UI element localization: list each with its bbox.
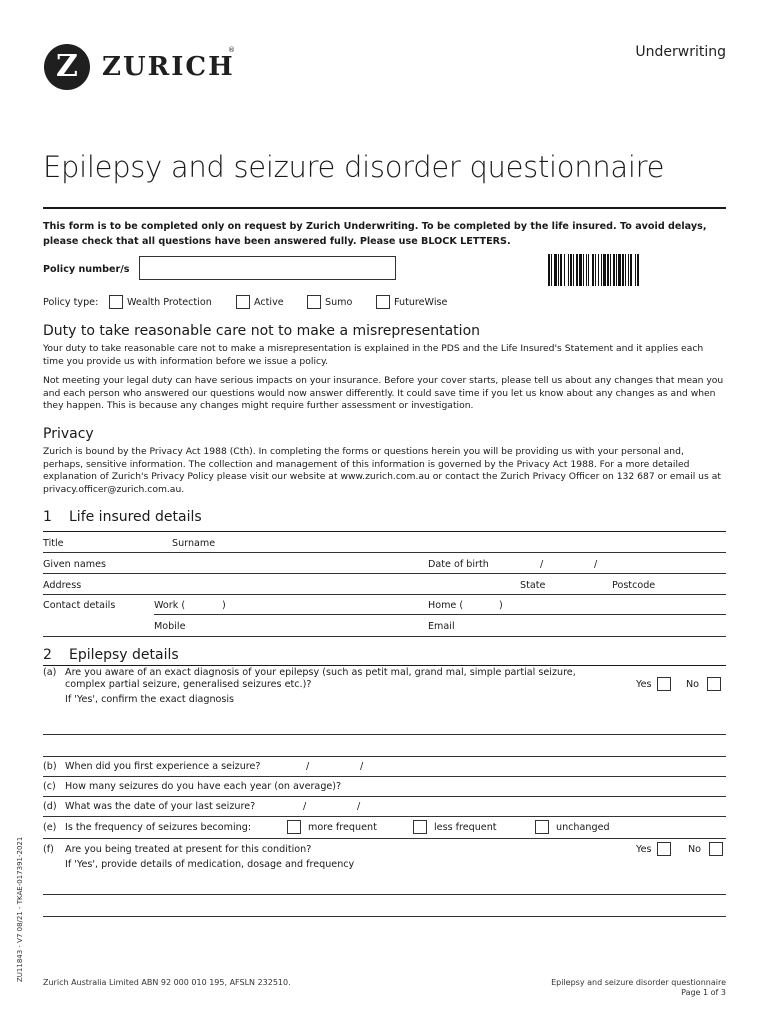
barcode-bar	[639, 254, 640, 286]
zurich-logo-word: ZURICH	[102, 52, 235, 82]
section-label: Underwriting	[635, 44, 726, 60]
q-f-no-label: No	[688, 844, 702, 855]
q-f-no-checkbox[interactable]	[709, 842, 723, 856]
mobile-email-field[interactable]	[43, 636, 726, 637]
q-f-label: (f)	[43, 844, 54, 855]
mobile-label: Mobile	[154, 621, 186, 632]
q-f-yes-checkbox[interactable]	[657, 842, 671, 856]
title-label: Title	[43, 538, 64, 549]
policy-type-sumo: Sumo	[325, 297, 353, 308]
q-a-no-checkbox[interactable]	[707, 677, 721, 691]
dob-slash-2: /	[594, 559, 598, 570]
q-a-text-1: Are you aware of an exact diagnosis of your epilepsy (such as petit mal, grand mal, simple partial seizure,	[65, 667, 576, 678]
q-f-text: Are you being treated at present for this condition?	[65, 844, 312, 855]
q-a-label: (a)	[43, 667, 57, 678]
home-phone-paren: )	[499, 600, 503, 611]
surname-label: Surname	[172, 538, 216, 549]
footer-company: Zurich Australia Limited ABN 92 000 010 195, AFSLN 232510.	[43, 978, 291, 987]
footer-doc-title: Epilepsy and seizure disorder questionnaire	[551, 978, 726, 987]
q-d-answer-line[interactable]	[43, 816, 726, 817]
duty-paragraph-2: Not meeting your legal duty can have serious impacts on your insurance. Before your cover starts, please tell us about any changes that mean you and each person who answered our questions would now answer differently. It could save time if you let us know about any changes as and when they happen. This is because any changes might require further assessment or investigation.	[43, 375, 724, 411]
zurich-logo-icon: Z	[44, 44, 90, 90]
q-b-label: (b)	[43, 761, 57, 772]
q-b-slash-2: /	[360, 761, 364, 772]
policy-type-wealth-protection: Wealth Protection	[127, 297, 212, 308]
q-e-answer-line	[43, 838, 726, 839]
home-phone-label: Home (	[428, 600, 464, 611]
q-a-answer-line-1[interactable]	[43, 734, 726, 735]
q-d-slash-2: /	[357, 801, 361, 812]
section-2-heading: Epilepsy details	[69, 647, 179, 663]
intro-text: This form is to be completed only on request by Zurich Underwriting. To be completed by the life insured. To avoid delays, please check that all questions have been answered fully. Please use BLOCK LETTERS.	[43, 221, 707, 247]
q-e-unchanged-label: unchanged	[556, 822, 610, 833]
q-a-yes-checkbox[interactable]	[657, 677, 671, 691]
q-c-text: How many seizures do you have each year (on average)?	[65, 781, 342, 792]
section-1-number: 1	[43, 509, 52, 525]
q-e-text: Is the frequency of seizures becoming:	[65, 822, 252, 833]
q-f-answer-line-1[interactable]	[43, 894, 726, 895]
privacy-paragraph: Zurich is bound by the Privacy Act 1988 (Cth). In completing the forms or questions herein you will be providing us with your personal and, perhaps, sensitive information. The collection and management of this information is governed by the Privacy Act 1988. For a more detailed explanation of Zurich's Privacy Policy please visit our website at www.zurich.com.au or contact the Zurich Privacy Officer on 132 687 or email us at privacy.officer@zurich.com.au.	[43, 446, 721, 495]
q-b-slash-1: /	[306, 761, 310, 772]
duty-heading: Duty to take reasonable care not to make a misrepresentation	[43, 323, 481, 339]
q-f-answer-line-2[interactable]	[43, 916, 726, 917]
work-phone-paren: )	[222, 600, 226, 611]
policy-number-label: Policy number/s	[43, 264, 130, 275]
page-title: Epilepsy and seizure disorder questionnaire	[43, 150, 665, 184]
q-d-text: What was the date of your last seizure?	[65, 801, 256, 812]
q-d-label: (d)	[43, 801, 57, 812]
section-1-heading: Life insured details	[69, 509, 202, 525]
q-b-answer-line[interactable]	[43, 776, 726, 777]
q-f-sub: If 'Yes', provide details of medication, dosage and frequency	[65, 859, 355, 870]
duty-paragraph-1: Your duty to take reasonable care not to make a misrepresentation is explained in the PDS and the Life Insured's Statement and it applies each time you provide us with information before we issue a policy.	[43, 343, 704, 367]
state-label: State	[520, 580, 546, 591]
given-names-label: Given names	[43, 559, 107, 570]
q-a-sub: If 'Yes', confirm the exact diagnosis	[65, 694, 235, 705]
given-names-field[interactable]	[43, 573, 726, 574]
q-b-text: When did you first experience a seizure?	[65, 761, 261, 772]
q-d-slash-1: /	[303, 801, 307, 812]
footer-page-number: Page 1 of 3	[681, 988, 726, 997]
postcode-label: Postcode	[612, 580, 656, 591]
q-e-more-frequent-label: more frequent	[308, 822, 377, 833]
q-e-less-frequent-checkbox[interactable]	[413, 820, 427, 834]
q-c-label: (c)	[43, 781, 56, 792]
q-e-more-frequent-checkbox[interactable]	[287, 820, 301, 834]
title-surname-field[interactable]	[43, 552, 726, 553]
q-a-text-2: complex partial seizure, generalised seizures etc.)?	[65, 679, 312, 690]
section-2-number: 2	[43, 647, 52, 663]
address-label: Address	[43, 580, 82, 591]
form-code: ZU11843 - V7 08/21 - TKAE-017391-2021	[16, 836, 24, 982]
q-e-less-frequent-label: less frequent	[434, 822, 497, 833]
section-2-rule	[43, 665, 726, 666]
checkbox-active[interactable]	[236, 295, 250, 309]
section-1-rule	[43, 531, 726, 532]
policy-number-input[interactable]	[139, 256, 396, 280]
checkbox-futurewise[interactable]	[376, 295, 390, 309]
policy-type-label: Policy type:	[43, 297, 99, 308]
q-a-yes-label: Yes	[636, 679, 652, 690]
contact-details-label: Contact details	[43, 600, 116, 611]
policy-type-futurewise: FutureWise	[394, 297, 448, 308]
work-phone-label: Work (	[154, 600, 186, 611]
checkbox-wealth-protection[interactable]	[109, 295, 123, 309]
checkbox-sumo[interactable]	[307, 295, 321, 309]
barcode	[548, 254, 724, 286]
q-e-label: (e)	[43, 822, 57, 833]
q-f-yes-label: Yes	[636, 844, 652, 855]
dob-label: Date of birth	[428, 559, 489, 570]
title-rule	[43, 207, 726, 209]
dob-slash-1: /	[540, 559, 544, 570]
phone-field[interactable]	[154, 614, 726, 615]
privacy-heading: Privacy	[43, 426, 94, 442]
policy-type-active: Active	[254, 297, 284, 308]
address-field[interactable]	[43, 594, 726, 595]
q-a-answer-line-2[interactable]	[43, 756, 726, 757]
registered-mark: ®	[228, 46, 235, 54]
q-c-answer-line[interactable]	[43, 796, 726, 797]
q-a-no-label: No	[686, 679, 700, 690]
q-e-unchanged-checkbox[interactable]	[535, 820, 549, 834]
email-label: Email	[428, 621, 455, 632]
